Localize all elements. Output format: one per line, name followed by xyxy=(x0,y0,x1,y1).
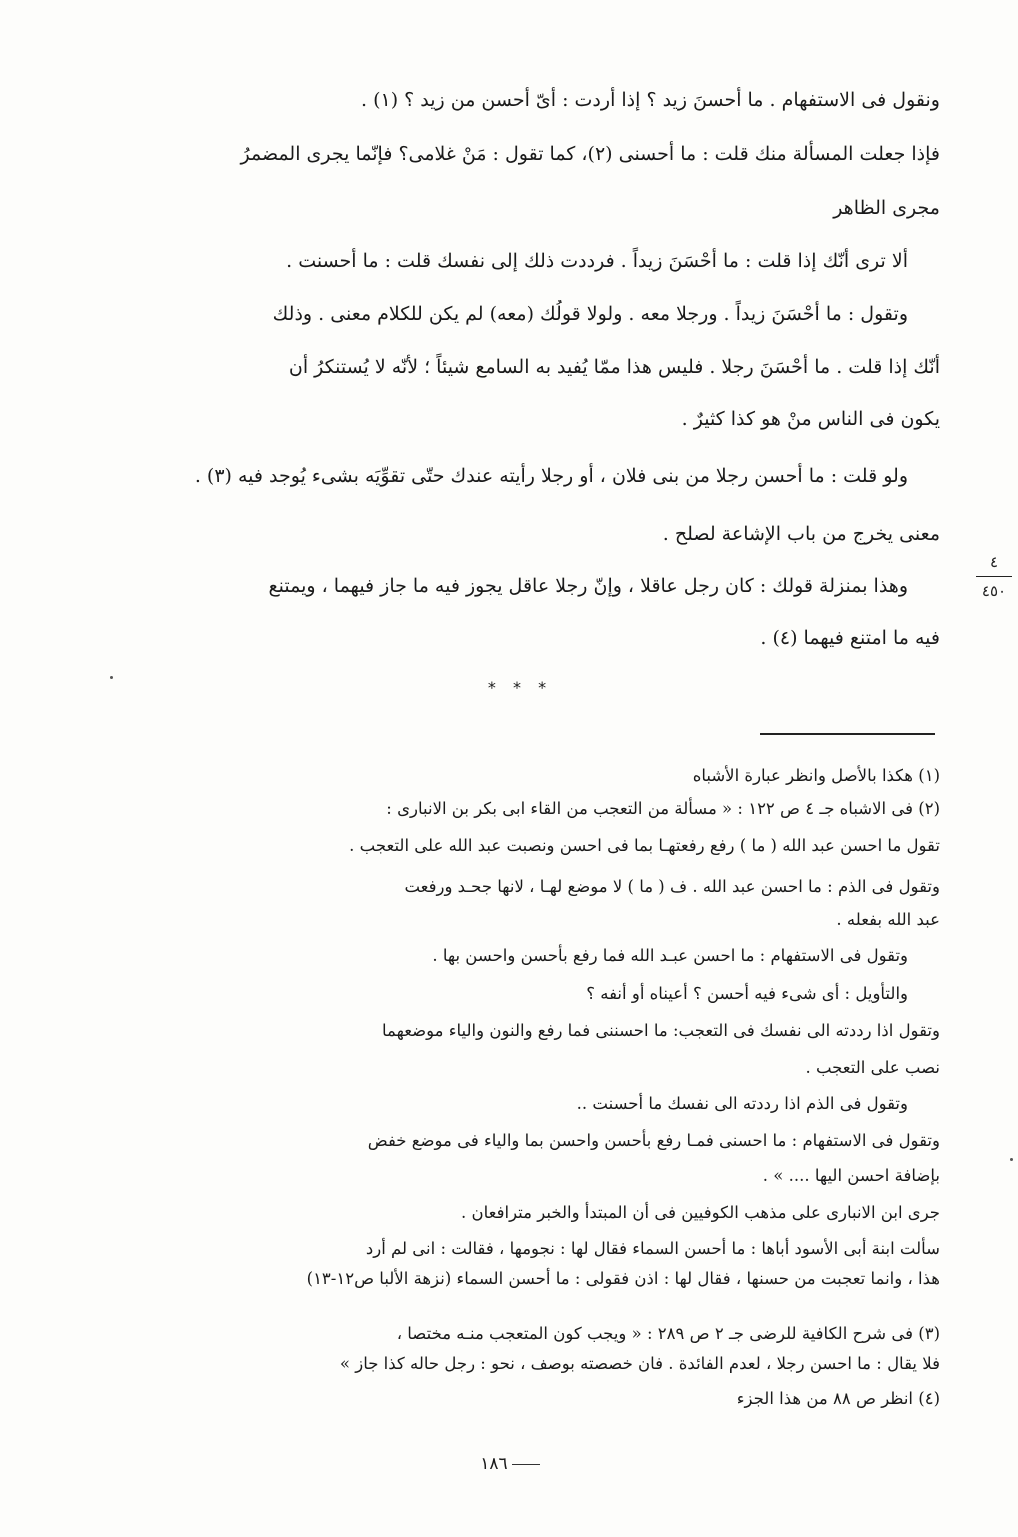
body-line-4: ألا ترى أنّك إذا قلت : ما أحْسَنَ زيداً . فرددت ذلك إلى نفسك قلت : ما أحسنت . xyxy=(286,250,908,272)
footnote-line-5: عبد الله بفعله . xyxy=(836,910,940,929)
footnote-line-8: وتقول اذا رددته الى نفسك فى التعجب: ما احسننى فما رفع والنون والياء موضعهما xyxy=(382,1021,940,1040)
footnote-line-13: جرى ابن الانبارى على مذهب الكوفيين فى أن المبتدأ والخبر مترافعان . xyxy=(461,1203,940,1222)
body-line-9: معنى يخرج من باب الإشاعة لصلح . xyxy=(662,523,940,545)
footnote-line-15: هذا ، وانما تعجبت من حسنها ، فقال لها : اذن فقولى : ما أحسن السماء (نزهة الألبا ص١٢-١٣) xyxy=(306,1269,940,1288)
footnote-line-10: وتقول فى الذم اذا رددته الى نفسك ما أحسنت .. xyxy=(576,1094,908,1113)
footnote-line-17: فلا يقال : ما احسن رجلا ، لعدم الفائدة . فان خصصته بوصف ، نحو : رجل حاله كذا جاز » xyxy=(339,1354,940,1373)
margin-reference-top: ٤ xyxy=(989,553,999,571)
footnote-line-18: (٤) انظر ص ٨٨ من هذا الجزء xyxy=(736,1389,940,1408)
body-line-1: ونقول فى الاستفهام . ما أحسنَ زيد ؟ إذا أردت : أىّ أحسن من زيد ؟ (١) . xyxy=(360,89,940,111)
body-line-11: فيه ما امتنع فيهما (٤) . xyxy=(760,627,940,649)
scan-speck xyxy=(110,676,113,679)
footnote-line-1: (١) هكذا بالأصل وانظر عبارة الأشباه xyxy=(692,766,940,785)
footnote-line-12: بإضافة احسن اليها .... » . xyxy=(762,1166,940,1185)
footnote-line-3: تقول ما احسن عبد الله ( ما ) رفع رفعتهـا بما فى احسن ونصبت عبد الله على التعجب . xyxy=(349,836,940,855)
margin-reference-divider xyxy=(976,576,1012,577)
footnote-line-14: سألت ابنة أبى الأسود أباها : ما أحسن السماء فقال لها : نجومها ، فقالت : انى لم أرد xyxy=(365,1239,940,1258)
footnote-line-4: وتقول فى الذم : ما احسن عبد الله . ف ( ما ) لا موضع لهـا ، لانها جحـد ورفعت xyxy=(404,877,940,896)
footnote-line-11: وتقول فى الاستفهام : ما احسنى فمـا رفع بأحسن واحسن بما والياء فى موضع خفض xyxy=(367,1131,940,1150)
body-line-6: أنّك إذا قلت . ما أحْسَنَ رجلا . فليس هذا ممّا يُفيد به السامع شيئاً ؛ لأنّه لا يُستنكرُ أن xyxy=(288,356,940,378)
body-line-10: وهذا بمنزلة قولك : كان رجل عاقلا ، وإنّ رجلا عاقل يجوز فيه ما جاز فيهما ، ويمتنع xyxy=(268,575,908,597)
page-number-dash xyxy=(512,1464,540,1465)
footnote-line-9: نصب على التعجب . xyxy=(805,1058,940,1077)
page-number xyxy=(440,1454,580,1474)
page-number-value: ١٨٦ xyxy=(480,1454,508,1474)
section-separator: * * * xyxy=(487,678,553,697)
footnote-line-7: والتأويل : أى شىء فيه أحسن ؟ أعيناه أو أنفه ؟ xyxy=(586,984,908,1003)
margin-reference xyxy=(972,552,1016,601)
body-line-8: ولو قلت : ما أحسن رجلا من بنى فلان ، أو رجلا رأيته عندك حتّى تقوِّيَه بشىء يُوجد فيه (٣) . xyxy=(194,465,908,487)
scan-speck xyxy=(1010,1158,1013,1161)
body-line-7: يكون فى الناس منْ هو كذا كثيرٌ . xyxy=(681,408,940,430)
footnote-line-16: (٣) فى شرح الكافية للرضى جـ ٢ ص ٢٨٩ : « ويجب كون المتعجب منـه مختصا ، xyxy=(396,1324,940,1343)
margin-reference-bottom: ٤٥٠ xyxy=(981,582,1007,600)
body-line-5: وتقول : ما أحْسَنَ زيداً . ورجلا معه . ولولا قولُك (معه) لم يكن للكلام معنى . وذلك xyxy=(272,303,908,325)
footnote-line-6: وتقول فى الاستفهام : ما احسن عبـد الله فما رفع بأحسن واحسن بها . xyxy=(432,946,908,965)
footnote-rule xyxy=(760,733,935,735)
footnote-line-2: (٢) فى الاشباه جـ ٤ ص ١٢٢ : « مسألة من التعجب من القاء ابى بكر بن الانبارى : xyxy=(386,799,940,818)
body-line-3: مجرى الظاهر xyxy=(833,197,940,219)
body-line-2: فإذا جعلت المسألة منك قلت : ما أحسنى (٢)، كما تقول : مَنْ غلامى؟ فإنّما يجرى المضمرُ xyxy=(240,143,940,165)
